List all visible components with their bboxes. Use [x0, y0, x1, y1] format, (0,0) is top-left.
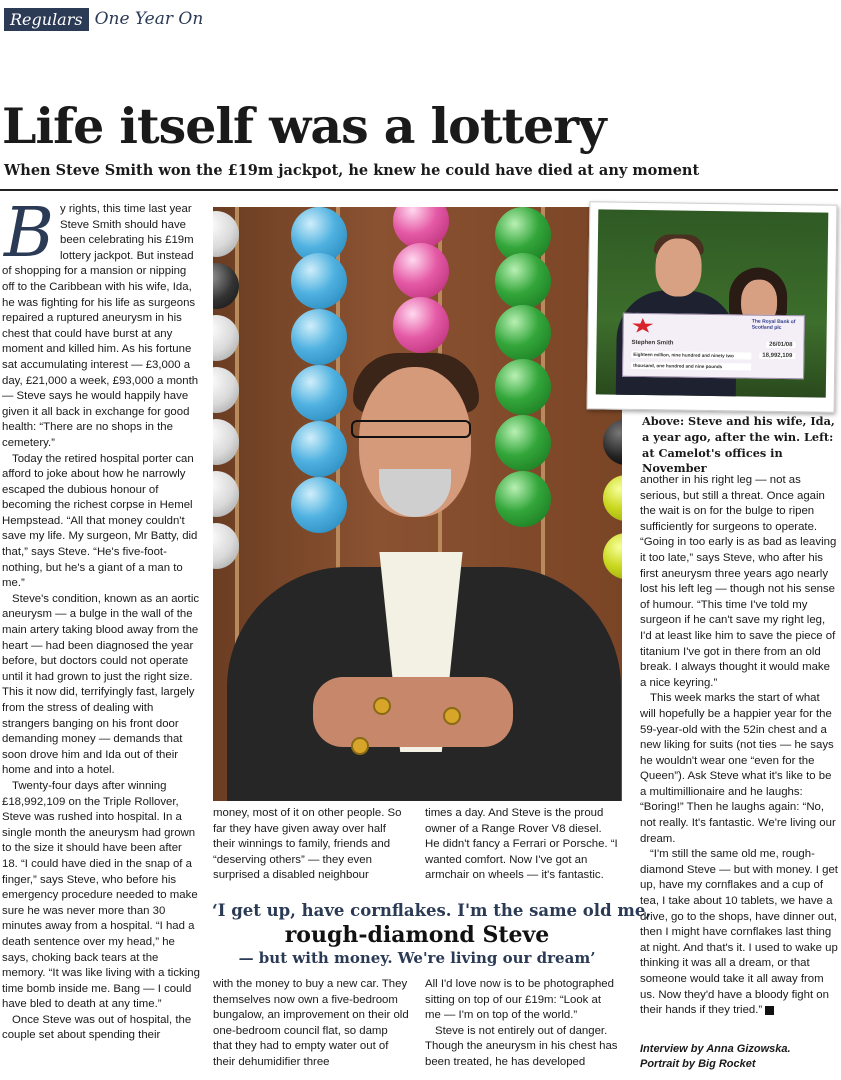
portrait-credit: Portrait by Big Rocket — [640, 1058, 756, 1070]
credits — [640, 1042, 838, 1072]
pull-quote — [212, 900, 652, 968]
paragraph: another in his right leg — not as serious, but still a threat. Once again the wait is on for the bulge to ripen sufficiently for surgeons to operate. “Going in too early is as bad as leaving it too late,” says Steve, who after his first aneurysm three years ago nearly lost his left leg — though not his sense of humour. “This time I've told my surgeon if he can't save my right leg, I'd at least like him to save the piece of titanium I've got in there from an old break. I always thought it would make a nice keyring.” — [640, 474, 837, 689]
pull-quote-line-2: rough-diamond Steve — [284, 922, 550, 948]
paragraph: Steve is not entirely out of danger. Though the aneurysm in his chest has been treated, he has developed — [425, 1024, 618, 1068]
paragraph-text: “I'm still the same old me, rough-diamond Steve — but with money. I get up, have my cornflakes and a cup of tea, I take about 10 tablets, we have a drive, go to the shops, have dinner out, then I might have cornflakes last thing at night. And that's it. I used to wake up thinking it was all a dream, or that someone would take it all away from us. Now they'd have a bloody fight on their hands if they tried.” — [640, 848, 838, 1017]
column-3-top — [425, 806, 619, 884]
pull-quote-line-3: — but with money. We're living our dream’ — [238, 949, 596, 967]
end-mark-icon — [765, 1006, 774, 1015]
section-label: Regulars — [4, 8, 89, 31]
bank-name: The Royal Bank of Scotland plc — [751, 318, 796, 331]
glasses-icon — [351, 420, 471, 438]
giant-cheque — [622, 313, 805, 380]
paragraph: All I'd love now is to be photographed sitting on top of our £19m: “Look at me — I'm on top of the world.” — [425, 978, 614, 1022]
headline: Life itself was a lottery — [2, 97, 606, 155]
section-tag — [4, 6, 203, 32]
paragraph: Steve's condition, known as an aortic aneurysm — a bulge in the wall of the main artery taking blood away from the heart — had been diagnosed the year before, but doctors could not operate until it had grown to just the right size. This it now did, terrifyingly fast, largely from the stress of dealing with strangers banging on his front door demanding money — demands that soon drove him and Ida out of their home and into a hotel. — [2, 592, 200, 777]
column-3-bottom — [425, 977, 619, 1071]
section-sublabel: One Year On — [94, 9, 204, 29]
interview-credit: Interview by Anna Gizowska. — [640, 1043, 791, 1055]
cheque-payee: Stephen Smith — [631, 339, 674, 347]
paragraph: y rights, this time last year Steve Smith should have been celebrating his £19m lottery jackpot. But instead of shopping for a mansion or nipping off to the Caribbean with his wife, Ida, he was fighting for his life as surgeons repaired a ruptured aneurysm in his chest that could have burst at any moment and killed him. As his fortune sat accumulating interest — £3,000 a day, £21,000 a week, £93,000 a month — Steve says he would happily have given it all back in exchange for good health: “There are no shops in the cemetery.” — [2, 203, 199, 449]
paragraph: times a day. And Steve is the proud owner of a Range Rover V8 diesel. He didn't fancy a Ferrari or Porsche. “I wanted comfort. Now I've got an armchair on wheels — it's fantastic. — [425, 807, 618, 882]
cheque-amount: 18,992,109 — [759, 353, 795, 360]
paragraph: Twenty-four days after winning £18,992,109 on the Triple Rollover, Steve was rushed into hospital. In a single month the aneurysm had grown to the size it should have been after 18. “I could have died in the snap of a finger,” says Steve, who before his emergency procedure needed to make sure he was never more than 30 minutes away from a hospital. “I had a death sentence over my head,” he says, choking back tears at the memory. “It was like living with a ticking time bomb inside me. Bang — I could have bled to death at any time.” — [2, 779, 200, 1011]
lotto-star-icon — [632, 318, 654, 334]
inset-photo — [587, 201, 838, 412]
paragraph — [640, 847, 838, 1019]
paragraph: Once Steve was out of hospital, the couple set about spending their — [2, 1013, 192, 1042]
cheque-words: Eighteen million, nine hundred and ninety two — [631, 351, 751, 360]
paragraph: money, most of it on other people. So far they have given away over half their winnings to family, friends and “deserving others” — they even surprised a disabled neighbour — [213, 807, 402, 882]
column-2-bottom — [213, 977, 409, 1071]
portrait-photo — [213, 207, 622, 801]
photo-caption: Above: Steve and his wife, Ida, a year ago, after the win. Left: at Camelot's offices in November — [642, 414, 835, 476]
column-4 — [640, 473, 838, 1019]
standfirst: When Steve Smith won the £19m jackpot, he knew he could have died at any moment — [4, 162, 700, 179]
paragraph: with the money to buy a new car. They themselves now own a five-bedroom bungalow, an improvement on their old one-bedroom council flat, so damp that they had to empty water out of their dehumidifier three — [213, 978, 409, 1068]
headline-rule — [0, 189, 838, 191]
column-1 — [2, 194, 200, 1044]
column-2-top — [213, 806, 409, 884]
pull-quote-line-1: ‘I get up, have cornflakes. I'm the same old me, — [212, 901, 652, 920]
drop-cap: B — [4, 194, 54, 273]
paragraph: Today the retired hospital porter can afford to joke about how he narrowly escaped the dubious honour of becoming the richest corpse in Hemel Hempstead. “All that money couldn't save my life. My surgeon, Mr Batty, did that,” says Steve. “He's five-foot-nothing, but he's a giant of a man to me.” — [2, 452, 198, 590]
cheque-words-2: thousand, one hundred and nine pounds — [631, 362, 751, 371]
paragraph: This week marks the start of what will hopefully be a happier year for the 59-year-old with the 52in chest and a new liking for suits (not ties — he says he wouldn't wear one “even for the Queen”). Ask Steve what it's like to be a multimillionaire and he laughs: “Boring!” Then he laughs again: “No, not really. It's fantastic. We're living our dream. — [640, 692, 836, 845]
cheque-date: 26/01/08 — [766, 342, 795, 348]
